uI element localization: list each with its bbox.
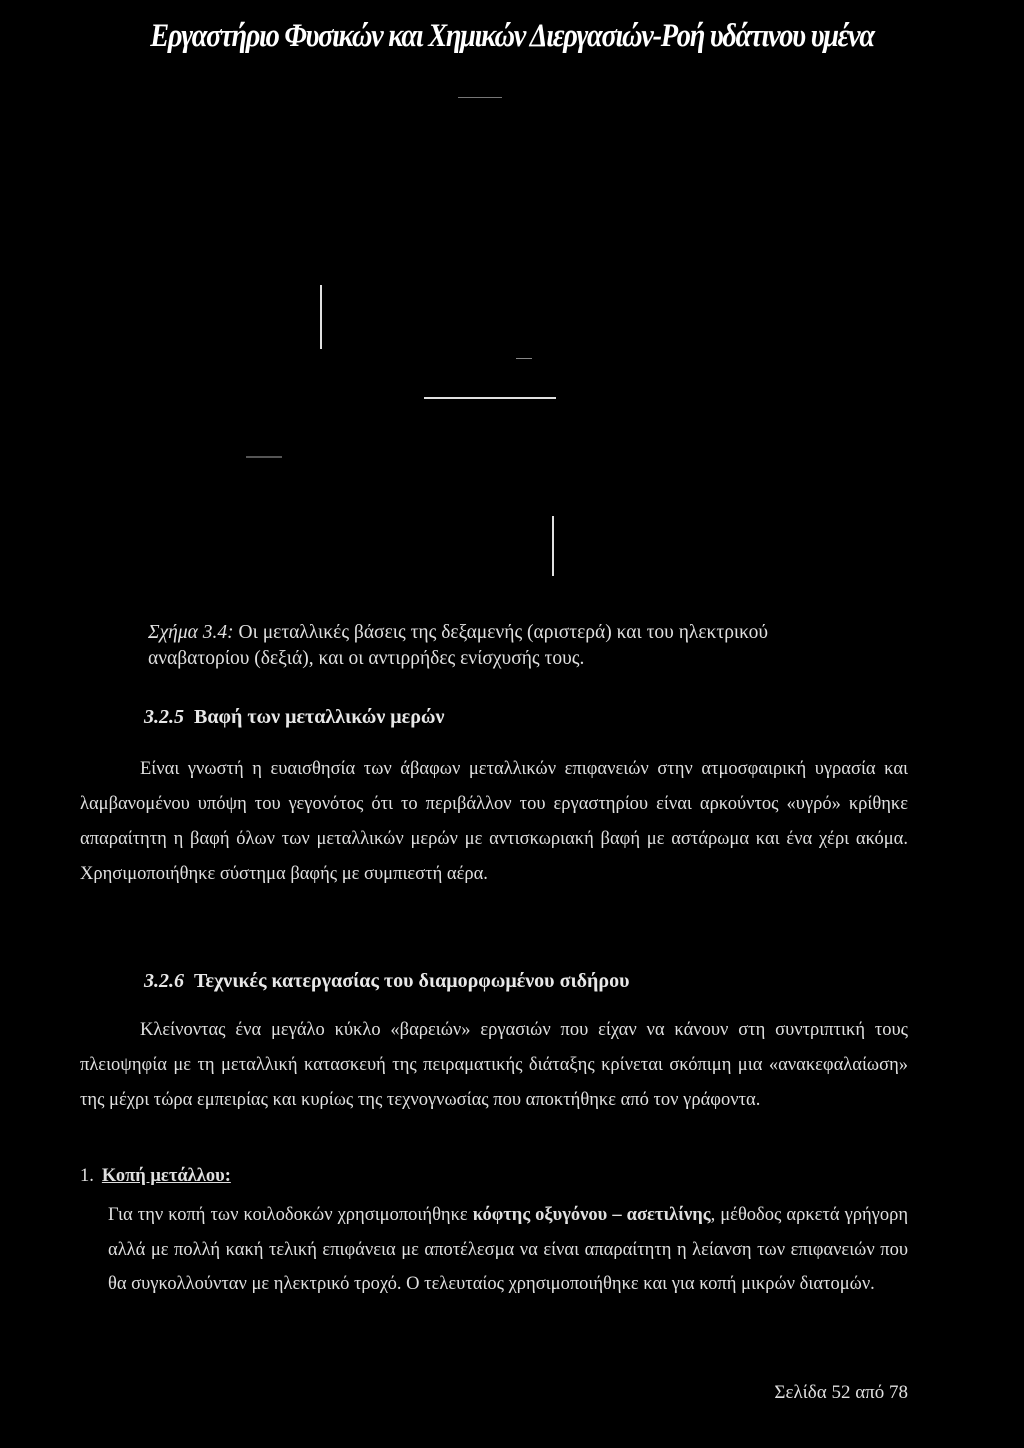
figure-artifact-line — [320, 285, 322, 349]
list-text-after: , μέθοδος αρκετά γρήγορη αλλά με πολλή κακή τελική επιφάνεια με αποτέλεσμα να είναι απαραίτητη η λείανση των επιφανειών που θα συγκολλούνταν με ηλεκτρικό τροχό. Ο τελευταίος χρησιμοποιήθηκε και για κοπή μικρών διατομών. — [108, 1205, 908, 1294]
caption-label: Σχήμα 3.4: — [148, 622, 234, 643]
section-3-2-5-paragraph: Είναι γνωστή η ευαισθησία των άβαφων μεταλλικών επιφανειών στην ατμοσφαιρική υγρασία και λαμβανομένου υπόψη του γεγονότος ότι το περιβάλλον του εργαστηρίου είναι αρκούντος «υγρό» κρίθηκε απαραίτητη η βαφή όλων των μεταλλικών μερών με αντισκωριακή βαφή με αστάρωμα και ένα χέρι ακόμα. Χρησιμοποιήθηκε σύστημα βαφής με συμπιεστή αέρα. — [80, 759, 908, 884]
figure-caption — [148, 620, 868, 672]
figure-artifact-line — [552, 516, 554, 576]
section-title: Βαφή των μεταλλικών μερών — [194, 706, 445, 728]
list-text-bold: κόφτης οξυγόνου – ασετιλίνης — [472, 1205, 711, 1225]
figure-image-dark — [0, 80, 1024, 610]
figure-artifact-dots — [246, 456, 282, 458]
page-number-footer: Σελίδα 52 από 78 — [774, 1382, 908, 1403]
section-3-2-6-paragraph: Κλείνοντας ένα μεγάλο κύκλο «βαρειών» εργασιών που είχαν να κάνουν στη συντριπτική τους πλειοψηφία με τη μεταλλική κατασκευή της πειραματικής διάταξης κρίνεται σκόπιμη μια «ανακεφαλαίωση» της μέχρι τώρα εμπειρίας και κυρίως της τεχνογνωσίας που αποκτήθηκε από τον γράφοντα. — [80, 1020, 908, 1110]
section-heading-3-2-6 — [144, 970, 629, 993]
section-heading-3-2-5 — [144, 706, 444, 729]
figure-artifact-line — [458, 97, 502, 98]
list-item-title: Κοπή μετάλλου: — [101, 1166, 231, 1186]
caption-text: Οι μεταλλικές βάσεις της δεξαμενής (αριστερά) και του ηλεκτρικού αναβατορίου (δεξιά), και οι αντιρρήδες ενίσχυσής τους. — [148, 622, 768, 669]
page-header-title: Εργαστήριο Φυσικών και Χημικών Διεργασιών-Ροή υδάτινου υμένα — [150, 18, 874, 54]
list-text-before: Για την κοπή των κοιλοδοκών χρησιμοποιήθηκε — [108, 1205, 473, 1225]
section-number: 3.2.5 — [144, 706, 184, 728]
figure-artifact-line — [424, 397, 556, 399]
list-item-heading — [80, 1166, 231, 1187]
list-item-number: 1. — [80, 1166, 94, 1186]
list-item-paragraph — [108, 1198, 908, 1302]
figure-artifact-line — [516, 358, 532, 359]
section-number: 3.2.6 — [144, 970, 184, 992]
section-title: Τεχνικές κατεργασίας του διαμορφωμένου σιδήρου — [194, 970, 630, 992]
